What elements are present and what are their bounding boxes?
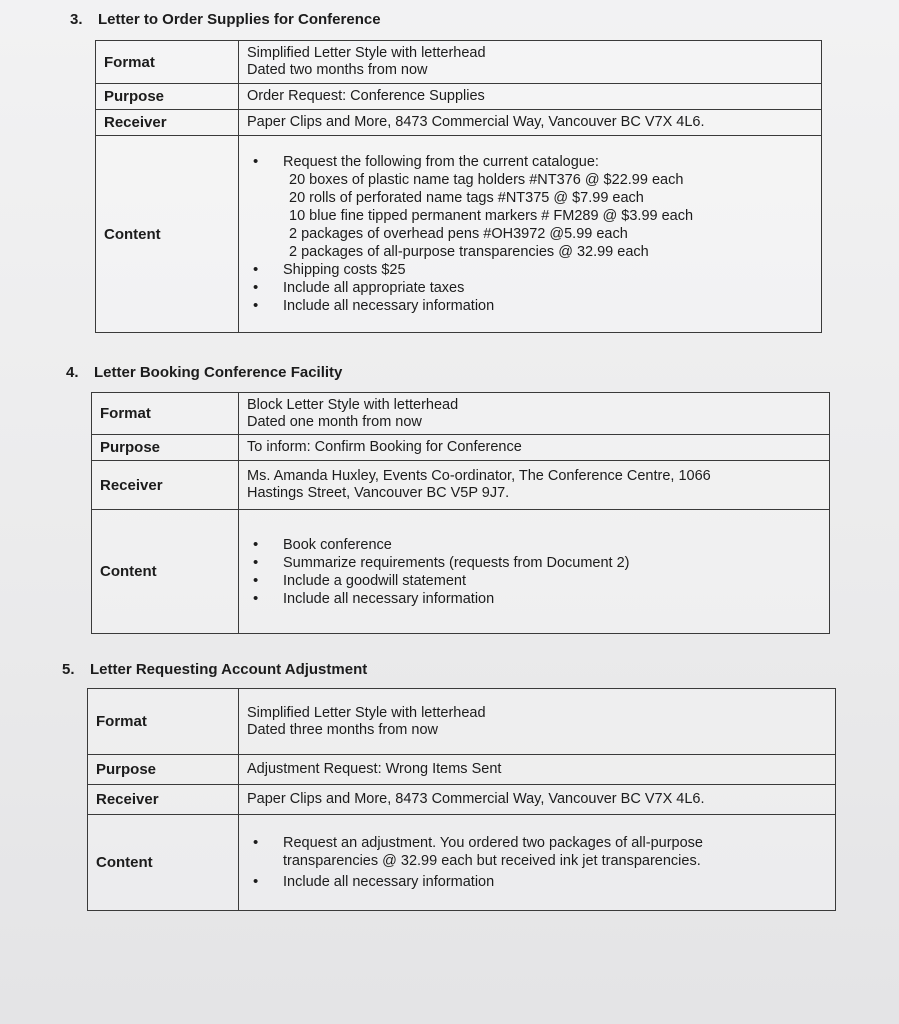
content-list [247, 834, 767, 891]
receiver-label: Receiver [92, 461, 239, 510]
format-line: Block Letter Style with letterhead [247, 396, 459, 413]
section-3-table [95, 40, 822, 333]
format-line: Dated one month from now [247, 413, 422, 430]
content-bullet: • Include all necessary information [247, 297, 813, 315]
section-title: Letter Booking Conference Facility [94, 364, 343, 381]
receiver-line: Paper Clips and More, 8473 Commercial Way, Vancouver BC V7X 4L6. [247, 791, 705, 807]
content-bullet: • Include all necessary information [247, 873, 767, 891]
content-bullet: • Include all necessary information [247, 590, 821, 608]
format-line: Simplified Letter Style with letterhead [247, 45, 486, 61]
content-bullet: • Request the following from the current catalogue: [247, 153, 813, 171]
content-list [247, 261, 813, 315]
content-bullet: • Shipping costs $25 [247, 261, 813, 279]
catalogue-item: 2 packages of overhead pens #OH3972 @5.99 each [289, 226, 628, 242]
purpose-value: Adjustment Request: Wrong Items Sent [239, 755, 836, 785]
receiver-value [239, 461, 830, 510]
content-bullet: • Include a goodwill statement [247, 572, 821, 590]
purpose-value: Order Request: Conference Supplies [239, 84, 822, 110]
section-title: Letter to Order Supplies for Conference [98, 11, 381, 28]
format-value [239, 393, 830, 435]
section-title: Letter Requesting Account Adjustment [90, 661, 368, 678]
content-bullet: • Book conference [247, 536, 821, 554]
purpose-label: Purpose [92, 435, 239, 461]
section-5-table [87, 688, 836, 911]
section-number: 5. [62, 661, 75, 678]
content-list [247, 536, 821, 608]
receiver-label: Receiver [88, 785, 239, 815]
section-number: 4. [66, 364, 79, 381]
format-line: Dated two months from now [247, 62, 428, 78]
content-label: Content [92, 510, 239, 634]
content-value [239, 136, 822, 333]
format-value [239, 41, 822, 84]
receiver-line: Paper Clips and More, 8473 Commercial Way, Vancouver BC V7X 4L6. [247, 114, 705, 130]
content-bullet: • Include all appropriate taxes [247, 279, 813, 297]
receiver-line: Hastings Street, Vancouver BC V5P 9J7. [247, 485, 510, 501]
section-number: 3. [70, 11, 83, 28]
format-label: Format [88, 689, 239, 755]
purpose-label: Purpose [88, 755, 239, 785]
format-label: Format [96, 41, 239, 84]
section-3-heading [70, 11, 381, 28]
content-bullet: • Request an adjustment. You ordered two packages of all-purpose transparencies @ 32.99 each but received ink jet transparencies. [247, 834, 767, 870]
content-bullet: • Summarize requirements (requests from Document 2) [247, 554, 821, 572]
catalogue-item: 10 blue fine tipped permanent markers # FM289 @ $3.99 each [289, 208, 694, 224]
content-list [247, 153, 813, 171]
catalogue-item: 20 rolls of perforated name tags #NT375 @ $7.99 each [289, 190, 644, 206]
receiver-value [239, 785, 836, 815]
receiver-label: Receiver [96, 110, 239, 136]
purpose-value: To inform: Confirm Booking for Conference [239, 435, 830, 461]
receiver-value [239, 110, 822, 136]
purpose-label: Purpose [96, 84, 239, 110]
format-line: Dated three months from now [247, 721, 439, 738]
content-label: Content [88, 815, 239, 911]
section-5-heading [62, 661, 367, 678]
content-label: Content [96, 136, 239, 333]
content-value [239, 815, 836, 911]
section-4-table [91, 392, 830, 634]
format-line: Simplified Letter Style with letterhead [247, 704, 486, 721]
format-value [239, 689, 836, 755]
section-4-heading [66, 364, 342, 381]
receiver-line: Ms. Amanda Huxley, Events Co-ordinator, The Conference Centre, 1066 [247, 468, 711, 484]
format-label: Format [92, 393, 239, 435]
content-value [239, 510, 830, 634]
catalogue-item: 2 packages of all-purpose transparencies @ 32.99 each [289, 244, 649, 260]
catalogue-item: 20 boxes of plastic name tag holders #NT376 @ $22.99 each [289, 172, 684, 188]
